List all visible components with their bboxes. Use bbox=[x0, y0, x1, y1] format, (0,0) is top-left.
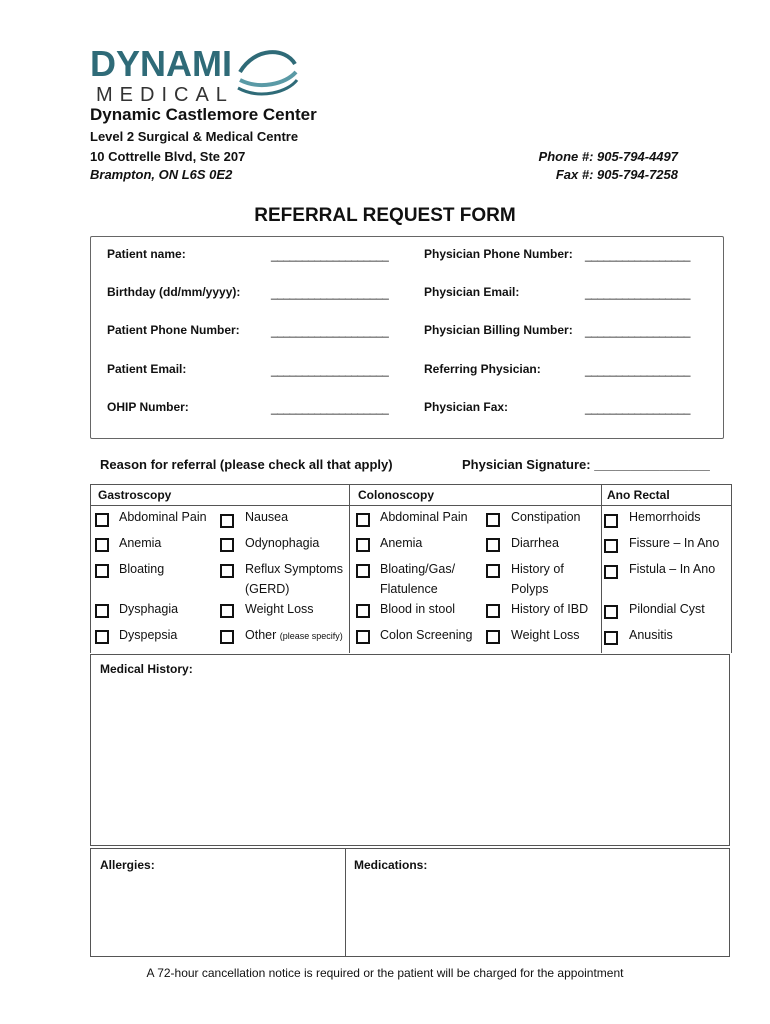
label-gastro-odynophagia: Odynophagia bbox=[245, 536, 320, 550]
logo-swoosh-2 bbox=[240, 72, 296, 85]
checkbox-colon-history-polyps[interactable] bbox=[486, 564, 500, 578]
label-gastro-reflux-gerd: (GERD) bbox=[245, 582, 290, 596]
checkbox-ano-fissure[interactable] bbox=[604, 539, 618, 553]
category-ano-rectal: Ano Rectal bbox=[607, 488, 670, 502]
logo-word-medical: MEDICAL bbox=[96, 84, 234, 104]
clinic-phone: Phone #: 905-794-4497 bbox=[538, 149, 678, 164]
checkbox-colon-weight-loss[interactable] bbox=[486, 630, 500, 644]
medical-history-field[interactable] bbox=[90, 654, 730, 846]
checkbox-colon-history-ibd[interactable] bbox=[486, 604, 500, 618]
checkbox-colon-blood-in-stool[interactable] bbox=[356, 604, 370, 618]
checkbox-ano-hemorrhoids[interactable] bbox=[604, 514, 618, 528]
label-ano-fissure: Fissure – In Ano bbox=[629, 536, 720, 550]
divider bbox=[91, 505, 349, 506]
category-colonoscopy: Colonoscopy bbox=[358, 488, 435, 502]
label-gastro-anemia: Anemia bbox=[119, 536, 162, 550]
label-gastro-other-text: Other bbox=[245, 628, 277, 642]
label-colon-bloating: Bloating/Gas/ bbox=[380, 562, 456, 576]
divider bbox=[349, 485, 350, 653]
patient-phone-label: Patient Phone Number: bbox=[107, 323, 240, 337]
label-gastro-dyspepsia: Dyspepsia bbox=[119, 628, 178, 642]
divider bbox=[601, 485, 602, 653]
ohip-label: OHIP Number: bbox=[107, 400, 189, 414]
label-gastro-reflux: Reflux Symptoms bbox=[245, 562, 343, 576]
logo-word-dynami: DYNAMI bbox=[90, 43, 232, 84]
physician-fax-label: Physician Fax: bbox=[424, 400, 509, 414]
checkbox-gastro-other[interactable] bbox=[220, 630, 234, 644]
label-colon-diarrhea: Diarrhea bbox=[511, 536, 559, 550]
label-gastro-abdominal-pain: Abdominal Pain bbox=[119, 510, 207, 524]
logo-swoosh-1 bbox=[240, 52, 295, 72]
label-ano-fistula: Fistula – In Ano bbox=[629, 562, 716, 576]
label-ano-pilondial-cyst: Pilondial Cyst bbox=[629, 602, 705, 616]
divider bbox=[601, 505, 731, 506]
divider bbox=[349, 505, 601, 506]
birthday-field[interactable]: ___________________ bbox=[271, 286, 389, 300]
label-gastro-bloating: Bloating bbox=[119, 562, 165, 576]
checkbox-gastro-bloating[interactable] bbox=[95, 564, 109, 578]
patient-phone-field[interactable]: ___________________ bbox=[271, 324, 389, 338]
physician-phone-label: Physician Phone Number: bbox=[424, 247, 573, 261]
label-gastro-other bbox=[245, 625, 343, 646]
checkbox-colon-anemia[interactable] bbox=[356, 538, 370, 552]
referring-physician-label: Referring Physician: bbox=[424, 362, 541, 376]
label-colon-flatulence: Flatulence bbox=[380, 582, 438, 596]
clinic-address-line1: Level 2 Surgical & Medical Centre bbox=[90, 129, 299, 144]
checkbox-colon-diarrhea[interactable] bbox=[486, 538, 500, 552]
label-colon-abdominal-pain: Abdominal Pain bbox=[380, 510, 468, 524]
clinic-address-line3: Brampton, ON L6S 0E2 bbox=[90, 167, 233, 182]
ohip-field[interactable]: ___________________ bbox=[271, 401, 389, 415]
label-colon-blood-in-stool: Blood in stool bbox=[380, 602, 456, 616]
physician-fax-field[interactable]: _________________ bbox=[585, 401, 690, 415]
clinic-fax: Fax #: 905-794-7258 bbox=[555, 167, 678, 182]
checkbox-colon-screening[interactable] bbox=[356, 630, 370, 644]
birthday-label: Birthday (dd/mm/yyyy): bbox=[107, 285, 241, 299]
label-colon-polyps: Polyps bbox=[511, 582, 549, 596]
label-gastro-dysphagia: Dysphagia bbox=[119, 602, 179, 616]
medical-history-label: Medical History: bbox=[100, 662, 193, 676]
label-colon-screening: Colon Screening bbox=[380, 628, 473, 642]
checkbox-gastro-anemia[interactable] bbox=[95, 538, 109, 552]
checkbox-ano-pilondial-cyst[interactable] bbox=[604, 605, 618, 619]
label-gastro-other-note: (please specify) bbox=[279, 631, 343, 641]
physician-signature-field[interactable]: Physician Signature: ________________ bbox=[462, 457, 710, 472]
physician-phone-field[interactable]: _________________ bbox=[585, 248, 690, 262]
checkbox-colon-abdominal-pain[interactable] bbox=[356, 513, 370, 527]
clinic-name: Dynamic Castlemore Center bbox=[90, 105, 317, 124]
checkbox-gastro-odynophagia[interactable] bbox=[220, 538, 234, 552]
form-title: REFERRAL REQUEST FORM bbox=[254, 205, 516, 226]
label-colon-history-ibd: History of IBD bbox=[511, 602, 589, 616]
checkbox-gastro-nausea[interactable] bbox=[220, 514, 234, 528]
allergies-label: Allergies: bbox=[100, 858, 155, 872]
patient-email-field[interactable]: ___________________ bbox=[271, 363, 389, 377]
label-ano-anusitis: Anusitis bbox=[629, 628, 673, 642]
checkbox-gastro-reflux[interactable] bbox=[220, 564, 234, 578]
label-colon-constipation: Constipation bbox=[511, 510, 581, 524]
referral-checklist bbox=[90, 484, 732, 653]
checkbox-colon-constipation[interactable] bbox=[486, 513, 500, 527]
patient-email-label: Patient Email: bbox=[107, 362, 187, 376]
label-colon-history-of: History of bbox=[511, 562, 564, 576]
patient-name-field[interactable]: ___________________ bbox=[271, 248, 389, 262]
checkbox-gastro-dysphagia[interactable] bbox=[95, 604, 109, 618]
checkbox-ano-anusitis[interactable] bbox=[604, 631, 618, 645]
referring-physician-field[interactable]: _________________ bbox=[585, 363, 690, 377]
reason-for-referral-label: Reason for referral (please check all that apply) bbox=[100, 457, 393, 472]
physician-billing-field[interactable]: _________________ bbox=[585, 324, 690, 338]
label-gastro-weight-loss: Weight Loss bbox=[245, 602, 314, 616]
physician-billing-label: Physician Billing Number: bbox=[424, 323, 573, 337]
patient-name-label: Patient name: bbox=[107, 247, 186, 261]
label-gastro-nausea: Nausea bbox=[245, 510, 289, 524]
clinic-address-line2: 10 Cottrelle Blvd, Ste 207 bbox=[90, 149, 246, 164]
cancellation-notice: A 72-hour cancellation notice is required or the patient will be charged for the appointment bbox=[146, 966, 624, 980]
checkbox-colon-bloating[interactable] bbox=[356, 564, 370, 578]
checkbox-ano-fistula[interactable] bbox=[604, 565, 618, 579]
physician-email-field[interactable]: _________________ bbox=[585, 286, 690, 300]
dynamic-medical-logo bbox=[90, 42, 300, 104]
label-ano-hemorrhoids: Hemorrhoids bbox=[629, 510, 701, 524]
checkbox-gastro-weight-loss[interactable] bbox=[220, 604, 234, 618]
label-colon-weight-loss: Weight Loss bbox=[511, 628, 580, 642]
checkbox-gastro-abdominal-pain[interactable] bbox=[95, 513, 109, 527]
patient-info-box bbox=[90, 236, 724, 439]
label-colon-anemia: Anemia bbox=[380, 536, 423, 550]
category-gastroscopy: Gastroscopy bbox=[98, 488, 172, 502]
physician-email-label: Physician Email: bbox=[424, 285, 520, 299]
medications-label: Medications: bbox=[354, 858, 428, 872]
checkbox-gastro-dyspepsia[interactable] bbox=[95, 630, 109, 644]
